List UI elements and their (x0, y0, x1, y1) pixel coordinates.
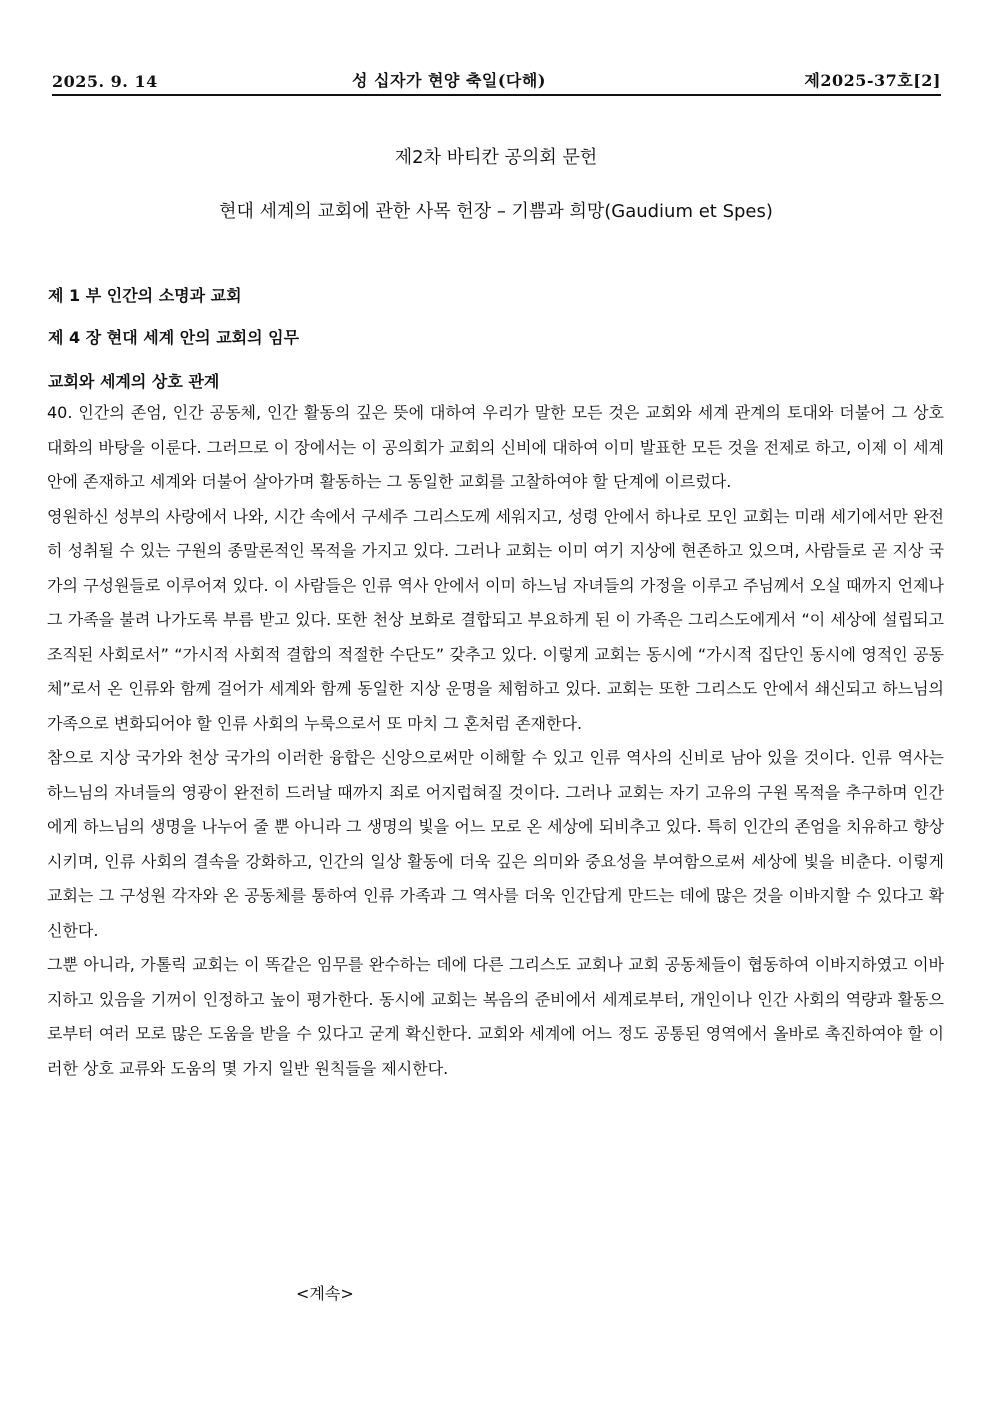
paragraph: 40. 인간의 존엄, 인간 공동체, 인간 활동의 깊은 뜻에 대하여 우리가 말한 모든 것은 교회와 세계 관계의 토대와 더불어 그 상호 대화의 바탕을 이룬다. 그러므로 이 장에서는 이 공의회가 교회의 신비에 대하여 이미 발표한 모든 것을 전제로 하고, 이제 이 세계 안에 존재하고 세계와 더불어 살아가며 활동하는 그 동일한 교회를 고찰하여야 할 단계에 이르렀다. (47, 403, 944, 491)
page-header (52, 70, 941, 96)
header-date: 2025. 9. 14 (52, 72, 158, 91)
document-subtitle: 현대 세계의 교회에 관한 사목 헌장 – 기쁨과 희망(Gaudium et Spes) (219, 201, 773, 222)
header-feast-title: 성 십자가 현양 축일(다해) (352, 71, 546, 90)
document-title: 제2차 바티칸 공의회 문헌 (394, 147, 598, 168)
section-heading: 교회와 세계의 상호 관계 (48, 372, 220, 391)
body-text (47, 396, 944, 1086)
paragraph: 참으로 지상 국가와 천상 국가의 이러한 융합은 신앙으로써만 이해할 수 있고 인류 역사의 신비로 남아 있을 것이다. 인류 역사는 하느님의 자녀들의 영광이 완전히 드러날 때까지 죄로 어지럽혀질 것이다. 그러나 교회는 자기 고유의 구원 목적을 추구하며 인간에게 하느님의 생명을 나누어 줄 뿐 아니라 그 생명의 빛을 어느 모로 온 세상에 되비추고 있다. 특히 인간의 존엄을 치유하고 향상시키며, 인류 사회의 결속을 강화하고, 인간의 일상 활동에 더욱 깊은 의미와 중요성을 부여함으로써 세상에 빛을 비춘다. 이렇게 교회는 그 구성원 각자와 온 공동체를 통하여 인류 가족과 그 역사를 더욱 인간답게 만드는 데에 많은 것을 이바지할 수 있다고 확신한다. (47, 748, 944, 940)
paragraph: 그뿐 아니라, 가톨릭 교회는 이 똑같은 임무를 완수하는 데에 다른 그리스도 교회나 교회 공동체들이 협동하여 이바지하였고 이바지하고 있음을 기꺼이 인정하고 높이 평가한다. 동시에 교회는 복음의 준비에서 세계로부터, 개인이나 인간 사회의 역량과 활동으로부터 여러 모로 많은 도움을 받을 수 있다고 굳게 확신한다. 교회와 세계에 어느 정도 공통된 영역에서 올바로 촉진하여야 할 이러한 상호 교류와 도움의 몇 가지 일반 원칙들을 제시한다. (47, 955, 944, 1078)
chapter-heading: 제 4 장 현대 세계 안의 교회의 임무 (48, 328, 300, 347)
header-issue-number: 제2025-37호[2] (804, 71, 941, 90)
part-heading: 제 1 부 인간의 소명과 교회 (48, 286, 242, 305)
paragraph: 영원하신 성부의 사랑에서 나와, 시간 속에서 구세주 그리스도께 세워지고, 성령 안에서 하나로 모인 교회는 미래 세기에서만 완전히 성취될 수 있는 구원의 종말론적인 목적을 가지고 있다. 그러나 교회는 이미 여기 지상에 현존하고 있으며, 사람들로 곧 지상 국가의 구성원들로 이루어져 있다. 이 사람들은 인류 역사 안에서 이미 하느님 자녀들의 가정을 이루고 주님께서 오실 때까지 언제나 그 가족을 불려 나가도록 부름 받고 있다. 또한 천상 보화로 결합되고 부요하게 된 이 가족은 그리스도에게서 “이 세상에 설립되고 조직된 사회로서” “가시적 사회적 결합의 적절한 수단도” 갖추고 있다. 이렇게 교회는 동시에 “가시적 집단인 동시에 영적인 공동체”로서 온 인류와 함께 걸어가 세계와 함께 동일한 지상 운명을 체험하고 있다. 교회는 또한 그리스도 안에서 쇄신되고 하느님의 가족으로 변화되어야 할 인류 사회의 누룩으로서 또 마치 그 혼처럼 존재한다. (47, 506, 944, 733)
continued-marker: <계속> (296, 1284, 354, 1303)
